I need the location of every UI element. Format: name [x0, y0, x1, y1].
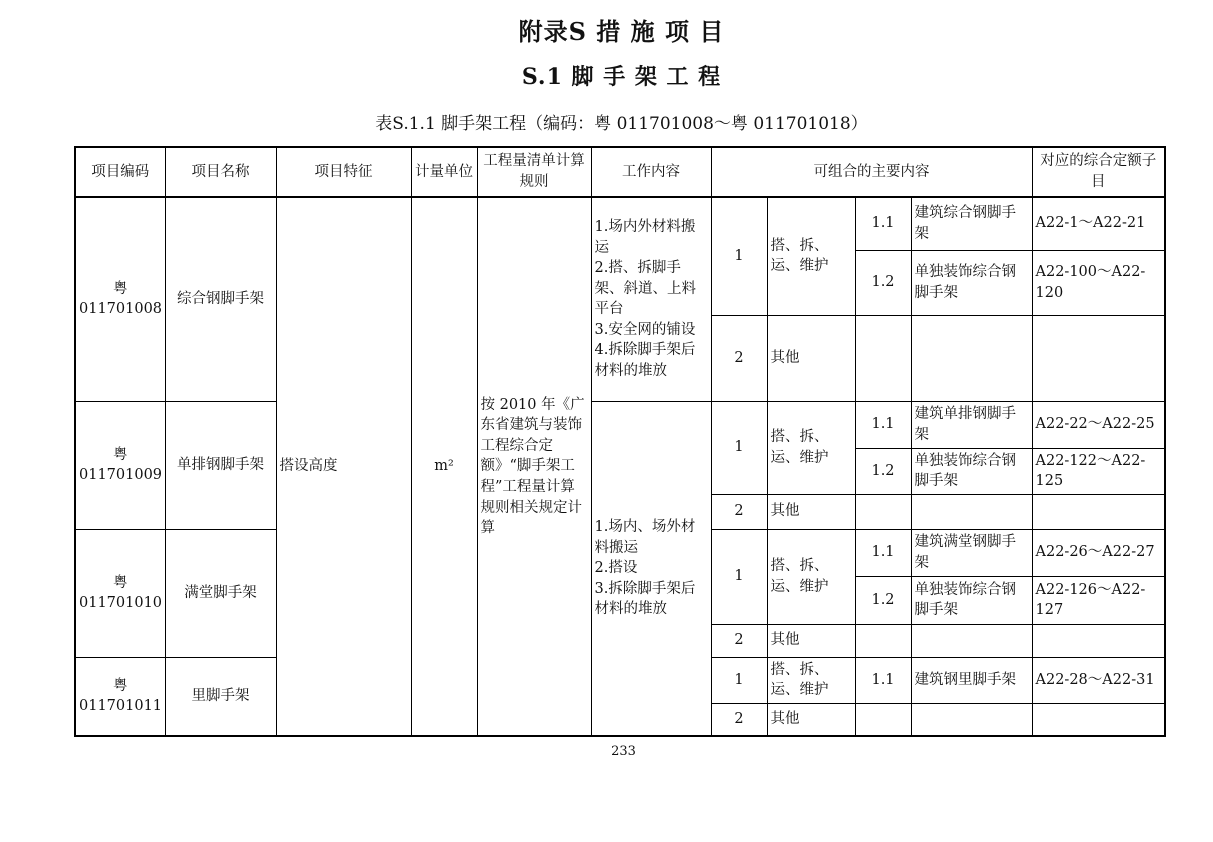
empty-cell: [911, 703, 1032, 736]
empty-cell: [911, 624, 1032, 657]
group-content: 搭、拆、运、维护: [767, 657, 855, 703]
sub-no: 1.2: [855, 250, 911, 315]
item-name: 满堂脚手架: [165, 529, 276, 657]
group-content: 其他: [767, 703, 855, 736]
feature-cell: 搭设高度: [276, 197, 411, 736]
header-unit: 计量单位: [411, 147, 477, 197]
empty-cell: [855, 315, 911, 401]
header-row: [75, 147, 1165, 197]
rule-cell: 按 2010 年《广东省建筑与装饰工程综合定额》“脚手架工程”工程量计算规则相关规定计算: [477, 197, 591, 736]
table-row: [75, 197, 1165, 250]
sub-name: 建筑单排钢脚手架: [911, 401, 1032, 448]
scaffolding-table: [74, 146, 1166, 737]
group-content: 搭、拆、运、维护: [767, 401, 855, 494]
empty-cell: [1032, 624, 1165, 657]
sub-no: 1.1: [855, 529, 911, 576]
sub-no: 1.1: [855, 657, 911, 703]
appendix-title: 附录S 措 施 项 目: [518, 17, 725, 46]
group-content: 搭、拆、运、维护: [767, 197, 855, 315]
header-rule: 工程量清单计算规则: [477, 147, 591, 197]
sub-name: 单独装饰综合钢脚手架: [911, 250, 1032, 315]
empty-cell: [1032, 315, 1165, 401]
header-quota: 对应的综合定额子目: [1032, 147, 1165, 197]
item-name: 单排钢脚手架: [165, 401, 276, 529]
group-content: 其他: [767, 624, 855, 657]
sub-quota: A22-122～A22-125: [1032, 448, 1165, 494]
group-no: 1: [711, 401, 767, 494]
sub-quota: A22-28～A22-31: [1032, 657, 1165, 703]
sub-no: 1.2: [855, 576, 911, 624]
sub-quota: A22-22～A22-25: [1032, 401, 1165, 448]
group-no: 1: [711, 529, 767, 624]
page-number: 233: [611, 744, 636, 759]
header-feature: 项目特征: [276, 147, 411, 197]
sub-quota: A22-1～A22-21: [1032, 197, 1165, 250]
sub-quota: A22-126～A22-127: [1032, 576, 1165, 624]
empty-cell: [855, 703, 911, 736]
table-row: [75, 401, 1165, 448]
empty-cell: [1032, 494, 1165, 529]
sub-name: 单独装饰综合钢脚手架: [911, 448, 1032, 494]
header-code: 项目编码: [75, 147, 165, 197]
sub-name: 建筑满堂钢脚手架: [911, 529, 1032, 576]
item-code: 粤 011701008: [75, 197, 165, 401]
work-content-2: 1.场内、场外材料搬运 2.搭设 3.拆除脚手架后材料的堆放: [591, 401, 711, 736]
sub-name: 建筑钢里脚手架: [911, 657, 1032, 703]
work-content-1: 1.场内外材料搬运 2.搭、拆脚手架、斜道、上料平台 3.安全网的铺设 4.拆除脚手架后材料的堆放: [591, 197, 711, 401]
empty-cell: [911, 315, 1032, 401]
sub-name: 建筑综合钢脚手架: [911, 197, 1032, 250]
group-content: 其他: [767, 494, 855, 529]
header-combinable: 可组合的主要内容: [711, 147, 1032, 197]
sub-no: 1.1: [855, 197, 911, 250]
group-no: 2: [711, 624, 767, 657]
empty-cell: [911, 494, 1032, 529]
sub-quota: A22-100～A22-120: [1032, 250, 1165, 315]
item-code: 粤 011701010: [75, 529, 165, 657]
empty-cell: [855, 624, 911, 657]
item-name: 里脚手架: [165, 657, 276, 736]
item-code: 粤 011701009: [75, 401, 165, 529]
empty-cell: [855, 494, 911, 529]
unit-cell: m²: [411, 197, 477, 736]
item-name: 综合钢脚手架: [165, 197, 276, 401]
header-work: 工作内容: [591, 147, 711, 197]
group-no: 2: [711, 703, 767, 736]
header-name: 项目名称: [165, 147, 276, 197]
group-content: 其他: [767, 315, 855, 401]
group-no: 2: [711, 315, 767, 401]
sub-no: 1.2: [855, 448, 911, 494]
sub-quota: A22-26～A22-27: [1032, 529, 1165, 576]
item-code: 粤 011701011: [75, 657, 165, 736]
empty-cell: [1032, 703, 1165, 736]
sub-no: 1.1: [855, 401, 911, 448]
sub-name: 单独装饰综合钢脚手架: [911, 576, 1032, 624]
group-content: 搭、拆、运、维护: [767, 529, 855, 624]
group-no: 1: [711, 657, 767, 703]
section-title: S.1 脚 手 架 工 程: [521, 64, 722, 90]
table-caption: 表S.1.1 脚手架工程（编码：粤 011701008～粤 011701018）: [375, 114, 868, 134]
group-no: 2: [711, 494, 767, 529]
group-no: 1: [711, 197, 767, 315]
